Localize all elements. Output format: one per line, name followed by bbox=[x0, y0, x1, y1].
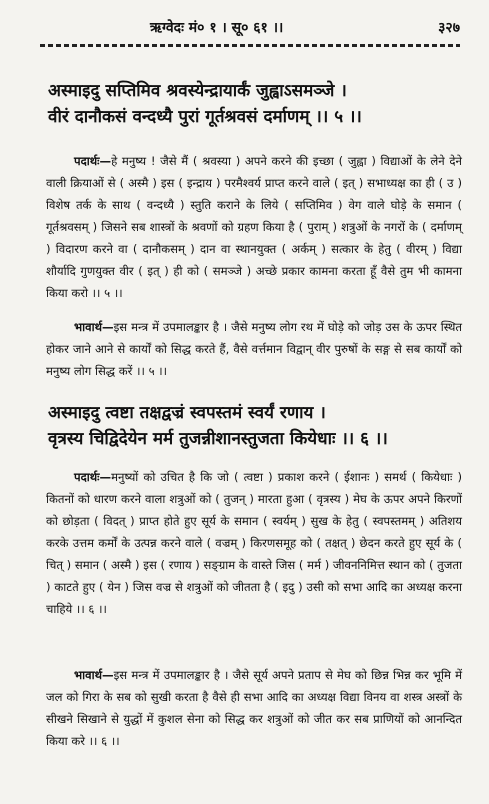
mantra-5-line-2: वीरं दानौकसं वन्दध्यै पुरां गूर्तश्रवसं दर्माणम् ।। ५ ।। bbox=[48, 107, 362, 127]
mantra-6-line-1: अस्माइदु त्वष्टा तक्षद्वज्रं स्वपस्तमं स्वर्यं रणाय । bbox=[48, 403, 326, 423]
page-header bbox=[40, 18, 460, 40]
padartha-6-text: मनुष्यों को उचित है कि जो ( त्वष्टा ) प्रकाश करने ( ईशानः ) समर्थ ( कियेधाः ) कितनों को धारण करने वाला शत्रुओं को ( तुजन् ) मारता हुआ ( वृत्रस्य ) मेघ के ऊपर अपने किरणों को छोड़ता ( विदत् ) प्राप्त होते हुए सूर्य के समान ( स्वर्यम् ) सुख के हेतु ( स्वपस्तमम् ) अतिशय करके उत्तम कर्मों के उत्पन्न करने वाले ( वज्रम् ) किरणसमूह को ( तक्षत् ) छेदन करते हुए सूर्य के ( चित् ) समान ( अस्मै ) इस ( रणाय ) सङ्ग्राम के वास्ते जिस ( मर्म ) जीवननिमित्त स्थान को ( तुजता ) काटते हुए ( येन ) जिस वज्र से शत्रुओं को जीतता है ( इदु ) उसी को सभा आदि का अध्यक्ष करना चाहिये ।। ६ ।। bbox=[46, 470, 462, 616]
padartha-6 bbox=[46, 466, 462, 620]
mantra-5-line-1: अस्माइदु सप्तिमिव श्रवस्येन्द्रायार्कं जुह्वाऽसमञ्जे । bbox=[48, 81, 347, 101]
bhavartha-5-text: इस मन्त्र में उपमालङ्कार है । जैसे मनुष्य लोग रथ में घोड़े को जोड़ उस के ऊपर स्थित होकर जाने आने से कार्यों को सिद्ध करते हैं, वैसे वर्त्तमान विद्वान् वीर पुरुषों के सङ्ग से सब कार्यों को मनुष्य लोग सिद्ध करें ।। ५ ।। bbox=[46, 320, 462, 378]
mantra-6-line-2: वृत्रस्य चिद्विदेयेन मर्म तुजन्नीशानस्तुजता कियेधाः ।। ६ ।। bbox=[48, 429, 388, 449]
chapter-reference: ऋग्वेदः मं० १ । सू० ६१ ।। bbox=[150, 20, 284, 36]
bhavartha-6-text: इस मन्त्र में उपमालङ्कार है । जैसे सूर्य अपने प्रताप से मेघ को छिन्न भिन्न कर भूमि में जल को गिरा के सब को सुखी करता है वैसे ही सभा आदि का अध्यक्ष विद्या विनय वा शस्त्र अस्त्रों के सीखने सिखाने से युद्धों में कुशल सेना को सिद्ध कर शत्रुओं को जीत कर सब प्राणियों को आनन्दित किया करे ।। ६ ।। bbox=[46, 668, 462, 748]
padartha-5-text: हे मनुष्य ! जैसे मैं ( श्रवस्या ) अपने करने की इच्छा ( जुह्वा ) विद्याओं के लेने देने वाली क्रियाओं से ( अस्मै ) इस ( इन्द्राय ) परमैश्वर्य प्राप्त करने वाले ( इत् ) सभाध्यक्ष का ही ( उ ) विशेष तर्क के साथ ( वन्दध्यै ) स्तुति कराने के लिये ( सप्तिमिव ) वेग वाले घोड़े के समान ( गूर्तश्रवसम् ) जिसने सब शास्त्रों के श्रवणों को ग्रहण किया है ( पुराम् ) शत्रुओं के नगरों के ( दर्माणम् ) विदारण करने वा ( दानौकसम् ) दान वा स्थानयुक्त ( अर्कम् ) सत्कार के हेतु ( वीरम् ) विद्या शौर्यादि गुणयुक्त वीर ( इत् ) ही को ( समञ्जे ) अच्छे प्रकार कामना करता हूँ वैसे तुम भी कामना किया करो ।। ५ ।। bbox=[46, 154, 462, 300]
mantra-5 bbox=[48, 78, 468, 130]
padartha-6-lead: पदार्थः— bbox=[74, 470, 112, 484]
mantra-6 bbox=[48, 400, 468, 452]
bhavartha-6 bbox=[46, 664, 462, 752]
padartha-5-lead: पदार्थः— bbox=[74, 154, 112, 168]
header-divider bbox=[40, 44, 460, 47]
bhavartha-5 bbox=[46, 316, 462, 382]
page-number: ३२७ bbox=[438, 20, 460, 36]
bhavartha-5-lead: भावार्थ— bbox=[74, 320, 114, 334]
padartha-5 bbox=[46, 150, 462, 304]
bhavartha-6-lead: भावार्थ— bbox=[74, 668, 114, 682]
